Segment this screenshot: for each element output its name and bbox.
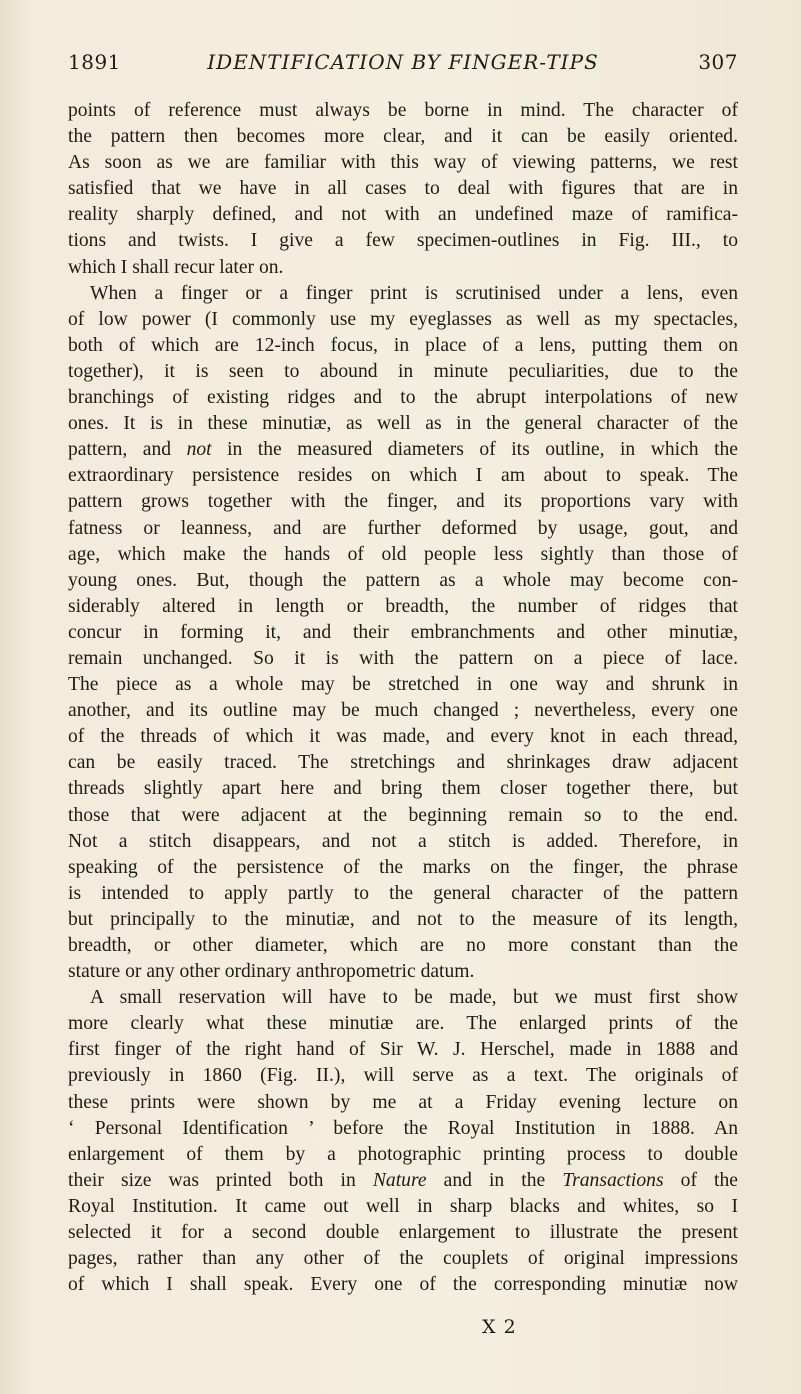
text-line: When a finger or a finger print is scrutinised under a lens, even [90, 282, 738, 304]
text-line: concur in forming it, and their embranchments and other minutiæ, [68, 621, 738, 643]
header-year: 1891 [68, 50, 121, 74]
text-line: the pattern then becomes more clear, and it can be easily oriented. [68, 126, 738, 148]
text-line: pages, rather than any other of the couplets of original impressions [68, 1248, 738, 1270]
text-line: threads slightly apart here and bring them closer together there, but [68, 778, 738, 800]
text-line: which I shall recur later on. [68, 256, 284, 278]
text-line: branchings of existing ridges and to the abrupt interpolations of new [68, 387, 738, 409]
text-fragment: pattern, and [68, 439, 172, 461]
text-line: together), it is seen to abound in minute peculiarities, due to the [68, 360, 738, 382]
signature-mark: X 2 [482, 1316, 517, 1338]
text-line: Not a stitch disappears, and not a stitch is added. Therefore, in [68, 830, 738, 852]
emphasis-nature: Nature [372, 1169, 427, 1191]
text-line: young ones. But, though the pattern as a whole may become con- [68, 569, 738, 591]
text-line: A small reservation will have to be made, but we must first show [90, 987, 738, 1009]
text-line: enlargement of them by a photographic printing process to double [68, 1143, 738, 1165]
text-line: those that were adjacent at the beginning remain so to the end. [68, 804, 738, 826]
text-fragment: their size was printed both in [68, 1169, 356, 1191]
text-line: The piece as a whole may be stretched in one way and shrunk in [68, 674, 738, 696]
text-line: ‘ Personal Identification ’ before the Royal Institution in 1888. An [68, 1117, 738, 1139]
text-line: age, which make the hands of old people less sightly than those of [68, 543, 738, 565]
header-title: IDENTIFICATION BY FINGER-TIPS [207, 50, 599, 74]
text-line: is intended to apply partly to the general character of the pattern [68, 882, 738, 904]
text-line: previously in 1860 (Fig. II.), will serve as a text. The originals of [68, 1065, 738, 1087]
running-head [68, 50, 738, 82]
body-text [68, 98, 738, 1298]
text-line: Royal Institution. It came out well in sharp blacks and whites, so I [68, 1195, 738, 1217]
text-line: points of reference must always be borne in mind. The character of [68, 100, 738, 121]
text-line: can be easily traced. The stretchings and shrinkages draw adjacent [68, 752, 738, 774]
text-fragment: of the [680, 1169, 738, 1191]
text-line: reality sharply defined, and not with an undefined maze of ramifica- [68, 204, 738, 226]
emphasis-transactions: Transactions [562, 1169, 664, 1191]
text-line [68, 437, 738, 463]
text-line: both of which are 12-inch focus, in place of a lens, putting them on [68, 334, 738, 356]
text-line: extraordinary persistence resides on which I am about to speak. The [68, 465, 738, 487]
text-line: breadth, or other diameter, which are no more constant than the [68, 935, 738, 956]
text-line: As soon as we are familiar with this way of viewing patterns, we rest [68, 152, 738, 174]
text-line: another, and its outline may be much changed ; nevertheless, every one [68, 700, 738, 722]
text-line: first finger of the right hand of Sir W. J. Herschel, made in 1888 and [68, 1039, 738, 1061]
text-line: siderably altered in length or breadth, the number of ridges that [68, 595, 738, 617]
text-line: speaking of the persistence of the marks on the finger, the phrase [68, 856, 738, 878]
page-number: 307 [698, 50, 738, 74]
text-line: of the threads of which it was made, and every knot in each thread, [68, 726, 738, 748]
text-fragment: and in the [443, 1169, 546, 1191]
text-line: more clearly what these minutiæ are. The enlarged prints of the [68, 1013, 738, 1035]
text-line: fatness or leanness, and are further deformed by usage, gout, and [68, 517, 738, 539]
text-line [68, 1168, 738, 1194]
text-line: stature or any other ordinary anthropometric datum. [68, 961, 475, 983]
text-fragment: in the measured diameters of its outline, in which the [227, 439, 739, 461]
text-line: selected it for a second double enlargement to illustrate the present [68, 1222, 738, 1244]
text-line: tions and twists. I give a few specimen-outlines in Fig. III., to [68, 230, 738, 252]
text-line: pattern grows together with the finger, and its proportions vary with [68, 491, 738, 513]
text-line: these prints were shown by me at a Friday evening lecture on [68, 1091, 738, 1113]
emphasis-not: not [186, 439, 212, 461]
text-line: but principally to the minutiæ, and not to the measure of its length, [68, 908, 738, 930]
text-line: ones. It is in these minutiæ, as well as in the general character of the [68, 413, 738, 435]
text-line: of low power (I commonly use my eyeglasses as well as my spectacles, [68, 308, 738, 330]
text-line: satisfied that we have in all cases to deal with figures that are in [68, 178, 738, 200]
text-line: of which I shall speak. Every one of the corresponding minutiæ now [68, 1274, 738, 1296]
text-line: remain unchanged. So it is with the pattern on a piece of lace. [68, 647, 738, 669]
